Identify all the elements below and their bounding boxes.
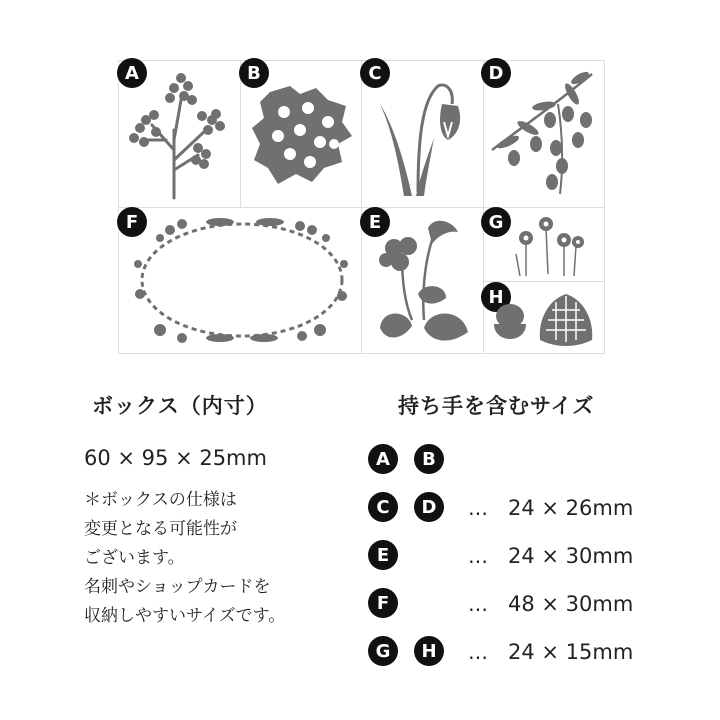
floral-wreath-frame-icon (130, 214, 354, 346)
note-line: 収納しやすいサイズです。 (84, 606, 286, 626)
size-letter: H (414, 636, 444, 666)
stamp-letter-c: C (360, 58, 390, 88)
daisies-icon (512, 214, 592, 278)
size-dots: … (468, 496, 490, 520)
size-dots: … (468, 640, 490, 664)
note-line: 名刺やショップカードを (84, 577, 271, 597)
size-value: 24 × 26mm (508, 496, 634, 520)
size-letter: D (414, 492, 444, 522)
berry-branch-icon (126, 70, 232, 200)
size-letter: A (368, 444, 398, 474)
size-value: 24 × 15mm (508, 640, 634, 664)
size-row (368, 492, 668, 524)
handle-heading: 持ち手を含むサイズ (398, 394, 595, 418)
stamp-letter-d: D (481, 58, 511, 88)
size-value: 24 × 30mm (508, 544, 634, 568)
acorn-pinecone-icon (490, 290, 600, 348)
size-row (368, 444, 668, 476)
olive-branch-icon (488, 70, 598, 200)
stamp-letter-e: E (360, 207, 390, 237)
snowdrop-icon (372, 80, 472, 198)
stamp-letter-b: B (239, 58, 269, 88)
stamp-letter-f: F (117, 207, 147, 237)
box-note (84, 486, 285, 631)
note-line: ＊ボックスの仕様は (84, 490, 237, 510)
size-letter: B (414, 444, 444, 474)
violet-flower-icon (372, 216, 474, 348)
stamp-letter-h: H (481, 282, 511, 312)
hydrangea-icon (250, 82, 354, 188)
size-row (368, 540, 668, 572)
stamp-letter-a: A (117, 58, 147, 88)
size-letter: G (368, 636, 398, 666)
size-letter: E (368, 540, 398, 570)
size-row (368, 588, 668, 620)
size-dots: … (468, 544, 490, 568)
note-line: ございます。 (84, 548, 185, 568)
size-letter: F (368, 588, 398, 618)
size-row (368, 636, 668, 668)
size-value: 48 × 30mm (508, 592, 634, 616)
size-letter: C (368, 492, 398, 522)
size-dots: … (468, 592, 490, 616)
box-dimensions: 60 × 95 × 25mm (84, 446, 267, 470)
note-line: 変更となる可能性が (84, 519, 237, 539)
stamp-letter-g: G (481, 207, 511, 237)
box-heading: ボックス（内寸） (92, 394, 268, 418)
